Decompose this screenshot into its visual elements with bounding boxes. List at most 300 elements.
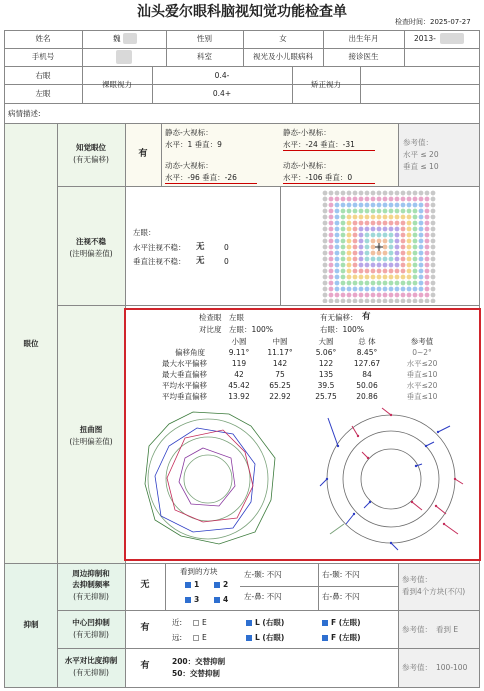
grid-dot bbox=[419, 245, 424, 250]
grid-dot bbox=[413, 269, 418, 274]
grid-dot bbox=[335, 239, 340, 244]
cell: 5.06° bbox=[315, 348, 337, 357]
grid-dot bbox=[425, 233, 430, 238]
grid-dot bbox=[407, 275, 412, 280]
perception-title: 知觉眼位 bbox=[76, 143, 106, 152]
fixation-v-value: 0 bbox=[224, 257, 229, 266]
contrast-supp-line1: 200：交替抑制 bbox=[172, 657, 226, 666]
dynamic-large-label: 动态-大视标： bbox=[165, 161, 213, 170]
cell: 127.67 bbox=[353, 359, 381, 368]
grid-dot bbox=[323, 215, 328, 220]
grid-dot bbox=[413, 227, 418, 232]
grid-dot bbox=[359, 293, 364, 298]
static-large-label: 静态-大视标： bbox=[165, 128, 213, 137]
grid-dot bbox=[347, 215, 352, 220]
grid-dot bbox=[419, 209, 424, 214]
grid-dot bbox=[329, 209, 334, 214]
grid-dot bbox=[431, 281, 436, 286]
row-label: 偏移角度 bbox=[175, 348, 205, 357]
grid-dot bbox=[383, 299, 388, 303]
grid-dot bbox=[389, 191, 394, 196]
grid-dot bbox=[431, 245, 436, 250]
grid-dot bbox=[413, 221, 418, 226]
central-result: 有 bbox=[140, 623, 150, 633]
dynamic-small-label: 动态-小视标： bbox=[283, 161, 331, 170]
grid-dot bbox=[383, 215, 388, 220]
cell: 22.92 bbox=[269, 392, 291, 401]
fixation-subtitle: (注明偏差值) bbox=[69, 249, 113, 258]
static-small-value: 水平：-24 垂直：-31 bbox=[283, 140, 355, 149]
grid-dot bbox=[395, 287, 400, 292]
grid-dot bbox=[431, 203, 436, 208]
grid-dot bbox=[425, 227, 430, 232]
cell: 11.17° bbox=[267, 348, 293, 357]
grid-dot bbox=[371, 275, 376, 280]
grid-dot bbox=[359, 221, 364, 226]
grid-dot bbox=[431, 233, 436, 238]
grid-dot bbox=[335, 215, 340, 220]
far-e: E bbox=[193, 633, 207, 642]
grid-dot bbox=[407, 245, 412, 250]
grid-dot bbox=[413, 209, 418, 214]
grid-dot bbox=[341, 287, 346, 292]
grid-dot bbox=[401, 299, 406, 303]
grid-dot bbox=[407, 239, 412, 244]
grid-dot bbox=[353, 251, 358, 256]
contrast-supp-result: 有 bbox=[140, 661, 150, 671]
grid-dot bbox=[359, 275, 364, 280]
dynamic-small-underline bbox=[283, 183, 375, 184]
eye-position-label: 眼位 bbox=[23, 339, 39, 348]
grid-dot bbox=[401, 239, 406, 244]
grid-dot bbox=[401, 227, 406, 232]
grid-dot bbox=[323, 299, 328, 303]
grid-dot bbox=[353, 245, 358, 250]
grid-dot bbox=[431, 191, 436, 196]
grid-dot bbox=[425, 269, 430, 274]
grid-dot bbox=[347, 221, 352, 226]
grid-dot bbox=[389, 221, 394, 226]
grid-dot bbox=[335, 245, 340, 250]
grid-dot bbox=[329, 233, 334, 238]
grid-dot bbox=[329, 287, 334, 292]
contrast-supp-title: 水平对比度抑制 bbox=[64, 656, 118, 665]
grid-dot bbox=[377, 263, 382, 268]
grid-dot bbox=[407, 191, 412, 196]
grid-dot bbox=[341, 215, 346, 220]
grid-dot bbox=[395, 209, 400, 214]
grid-dot bbox=[407, 233, 412, 238]
grid-dot bbox=[383, 251, 388, 256]
grid-dot bbox=[389, 275, 394, 280]
cell: 39.5 bbox=[317, 381, 335, 390]
grid-dot bbox=[413, 203, 418, 208]
grid-dot bbox=[323, 197, 328, 202]
grid-dot bbox=[371, 209, 376, 214]
grid-dot bbox=[377, 299, 382, 303]
grid-dot bbox=[419, 239, 424, 244]
grid-dot bbox=[371, 263, 376, 268]
grid-dot bbox=[335, 287, 340, 292]
grid-dot bbox=[377, 251, 382, 256]
grid-dot bbox=[359, 281, 364, 286]
grid-dot bbox=[425, 287, 430, 292]
grid-dot bbox=[341, 197, 346, 202]
peripheral-subtitle: (有无抑制) bbox=[73, 592, 109, 601]
grid-dot bbox=[323, 239, 328, 244]
grid-dot bbox=[371, 299, 376, 303]
block-2: 2 bbox=[214, 580, 228, 589]
grid-dot bbox=[365, 287, 370, 292]
col-large-circle: 大圆 bbox=[318, 337, 334, 346]
grid-dot bbox=[425, 275, 430, 280]
grid-dot bbox=[431, 263, 436, 268]
dept-label: 科室 bbox=[197, 52, 212, 61]
grid-dot bbox=[377, 227, 382, 232]
fixation-h-label: 水平注视不稳： bbox=[133, 243, 186, 252]
grid-dot bbox=[425, 197, 430, 202]
distortion-right-contrast: 右眼：100% bbox=[320, 325, 364, 334]
grid-dot bbox=[389, 263, 394, 268]
grid-dot bbox=[347, 281, 352, 286]
grid-dot bbox=[371, 257, 376, 262]
grid-dot bbox=[389, 209, 394, 214]
grid-dot bbox=[431, 299, 436, 303]
grid-dot bbox=[395, 257, 400, 262]
grid-dot bbox=[383, 221, 388, 226]
grid-dot bbox=[359, 263, 364, 268]
grid-dot bbox=[371, 239, 376, 244]
grid-dot bbox=[419, 233, 424, 238]
grid-dot bbox=[347, 269, 352, 274]
grid-dot bbox=[389, 227, 394, 232]
cell: 20.86 bbox=[356, 392, 378, 401]
grid-dot bbox=[383, 269, 388, 274]
grid-dot bbox=[365, 251, 370, 256]
grid-dot bbox=[401, 209, 406, 214]
phone-label: 手机号 bbox=[31, 52, 55, 61]
grid-dot bbox=[377, 293, 382, 298]
grid-dot bbox=[329, 263, 334, 268]
grid-dot bbox=[401, 263, 406, 268]
col-small-circle: 小圆 bbox=[231, 337, 247, 346]
grid-dot bbox=[431, 215, 436, 220]
grid-dot bbox=[389, 299, 394, 303]
grid-dot bbox=[383, 191, 388, 196]
grid-dot bbox=[335, 275, 340, 280]
grid-dot bbox=[371, 203, 376, 208]
grid-dot bbox=[359, 239, 364, 244]
grid-dot bbox=[335, 269, 340, 274]
grid-dot bbox=[401, 197, 406, 202]
grid-dot bbox=[341, 221, 346, 226]
grid-dot bbox=[347, 245, 352, 250]
grid-dot bbox=[323, 275, 328, 280]
grid-dot bbox=[389, 233, 394, 238]
grid-dot bbox=[353, 299, 358, 303]
dob-value: 2013- bbox=[414, 34, 436, 43]
grid-dot bbox=[371, 269, 376, 274]
grid-dot bbox=[341, 257, 346, 262]
grid-dot bbox=[365, 293, 370, 298]
grid-dot bbox=[329, 251, 334, 256]
left-temporal: 左-颞: 不闪 bbox=[244, 570, 282, 579]
grid-dot bbox=[395, 227, 400, 232]
cell: 119 bbox=[231, 359, 247, 368]
grid-dot bbox=[389, 245, 394, 250]
static-small-underline bbox=[283, 150, 375, 151]
static-large-value: 水平：1 垂直：9 bbox=[165, 140, 222, 149]
grid-dot bbox=[329, 257, 334, 262]
row-label: 最大水平偏移 bbox=[162, 359, 207, 368]
grid-dot bbox=[425, 209, 430, 214]
grid-dot bbox=[359, 209, 364, 214]
grid-dot bbox=[347, 233, 352, 238]
grid-dot bbox=[353, 257, 358, 262]
grid-dot bbox=[371, 251, 376, 256]
grid-dot bbox=[365, 197, 370, 202]
grid-dot bbox=[341, 275, 346, 280]
naked-va-label: 裸眼视力 bbox=[102, 80, 132, 89]
far-l: L (右眼) bbox=[246, 633, 284, 642]
distortion-offset-value: 有 bbox=[362, 312, 371, 322]
grid-dot bbox=[371, 215, 376, 220]
grid-dot bbox=[347, 251, 352, 256]
grid-dot bbox=[365, 281, 370, 286]
grid-dot bbox=[389, 287, 394, 292]
grid-dot bbox=[389, 293, 394, 298]
grid-dot bbox=[431, 197, 436, 202]
central-near-label: 近: bbox=[172, 618, 183, 627]
grid-dot bbox=[395, 269, 400, 274]
col-reference: 参考值 bbox=[410, 337, 434, 346]
cell: 13.92 bbox=[228, 392, 250, 401]
grid-dot bbox=[347, 239, 352, 244]
grid-dot bbox=[347, 275, 352, 280]
central-ref-value: 看到 E bbox=[436, 625, 459, 634]
grid-dot bbox=[335, 197, 340, 202]
grid-dot bbox=[401, 251, 406, 256]
grid-dot bbox=[407, 257, 412, 262]
grid-dot bbox=[407, 287, 412, 292]
grid-dot bbox=[377, 209, 382, 214]
grid-dot bbox=[365, 245, 370, 250]
grid-dot bbox=[353, 203, 358, 208]
grid-dot bbox=[365, 221, 370, 226]
grid-dot bbox=[353, 293, 358, 298]
right-nasal: 右-鼻: 不闪 bbox=[322, 592, 360, 601]
block-3: 3 bbox=[185, 595, 199, 604]
distortion-polygon-chart bbox=[133, 404, 283, 554]
grid-dot bbox=[419, 251, 424, 256]
grid-dot bbox=[401, 269, 406, 274]
grid-dot bbox=[389, 251, 394, 256]
grid-dot bbox=[323, 203, 328, 208]
grid-dot bbox=[413, 287, 418, 292]
distortion-contrast-label: 对比度 bbox=[199, 325, 222, 334]
dynamic-large-underline bbox=[165, 183, 257, 184]
name-label: 姓名 bbox=[35, 34, 51, 43]
grid-dot bbox=[413, 299, 418, 303]
grid-dot bbox=[359, 191, 364, 196]
grid-dot bbox=[389, 257, 394, 262]
grid-dot bbox=[347, 197, 352, 202]
fixation-h-result: 无 bbox=[196, 242, 205, 252]
peripheral-seen-label: 看到的方块 bbox=[180, 567, 218, 576]
page-title: 汕头爱尔眼科脑视知觉功能检查单 bbox=[137, 4, 347, 20]
perception-ref-v: 垂直 ≤ 10 bbox=[403, 162, 439, 171]
right-naked-va: 0.4- bbox=[214, 71, 230, 80]
grid-dot bbox=[395, 203, 400, 208]
grid-dot bbox=[365, 299, 370, 303]
grid-dot bbox=[359, 269, 364, 274]
cell: 42 bbox=[234, 370, 244, 379]
row-label: 平均水平偏移 bbox=[162, 381, 207, 390]
grid-dot bbox=[377, 215, 382, 220]
cell: 135 bbox=[318, 370, 334, 379]
grid-dot bbox=[329, 275, 334, 280]
grid-dot bbox=[353, 191, 358, 196]
grid-dot bbox=[425, 251, 430, 256]
grid-dot bbox=[323, 245, 328, 250]
grid-dot bbox=[389, 239, 394, 244]
grid-dot bbox=[341, 239, 346, 244]
exam-date-value: 2025-07-27 bbox=[430, 18, 471, 26]
grid-dot bbox=[419, 191, 424, 196]
distortion-title: 扭曲图 bbox=[79, 425, 103, 434]
right-temporal: 右-颞: 不闪 bbox=[322, 570, 360, 579]
grid-dot bbox=[401, 221, 406, 226]
grid-dot bbox=[395, 299, 400, 303]
distortion-eye-value: 左眼 bbox=[229, 313, 244, 322]
grid-dot bbox=[347, 257, 352, 262]
grid-dot bbox=[335, 263, 340, 268]
contrast-supp-subtitle: (有无抑制) bbox=[73, 668, 109, 677]
grid-dot bbox=[341, 299, 346, 303]
grid-dot bbox=[413, 239, 418, 244]
grid-dot bbox=[359, 287, 364, 292]
grid-dot bbox=[341, 209, 346, 214]
grid-dot bbox=[425, 263, 430, 268]
grid-dot bbox=[419, 269, 424, 274]
col-overall: 总 体 bbox=[358, 337, 376, 346]
grid-dot bbox=[353, 287, 358, 292]
grid-dot bbox=[341, 227, 346, 232]
grid-dot bbox=[425, 293, 430, 298]
grid-dot bbox=[365, 275, 370, 280]
grid-dot bbox=[431, 221, 436, 226]
grid-dot bbox=[395, 293, 400, 298]
grid-dot bbox=[353, 275, 358, 280]
grid-dot bbox=[323, 221, 328, 226]
grid-dot bbox=[401, 293, 406, 298]
grid-dot bbox=[329, 299, 334, 303]
grid-dot bbox=[431, 251, 436, 256]
grid-dot bbox=[401, 191, 406, 196]
grid-dot bbox=[377, 221, 382, 226]
grid-dot bbox=[329, 191, 334, 196]
grid-dot bbox=[323, 209, 328, 214]
grid-dot bbox=[395, 215, 400, 220]
grid-dot bbox=[359, 227, 364, 232]
cell-ref: 水平≤20 bbox=[406, 359, 438, 368]
near-l: L (右眼) bbox=[246, 618, 284, 627]
name-value: 魏 bbox=[113, 34, 121, 43]
grid-dot bbox=[413, 233, 418, 238]
grid-dot bbox=[359, 245, 364, 250]
grid-dot bbox=[431, 257, 436, 262]
grid-dot bbox=[359, 197, 364, 202]
grid-dot bbox=[365, 209, 370, 214]
grid-dot bbox=[335, 209, 340, 214]
grid-dot bbox=[335, 257, 340, 262]
cell-ref: 垂直≤10 bbox=[406, 370, 438, 379]
grid-dot bbox=[407, 251, 412, 256]
grid-dot bbox=[329, 293, 334, 298]
perception-ref-h: 水平 ≤ 20 bbox=[403, 150, 439, 159]
grid-dot bbox=[371, 227, 376, 232]
cell-ref: 水平≤20 bbox=[406, 381, 438, 390]
cell: 25.75 bbox=[315, 392, 337, 401]
grid-dot bbox=[323, 287, 328, 292]
grid-dot bbox=[347, 287, 352, 292]
central-ref-title: 参考值： bbox=[402, 625, 432, 634]
grid-dot bbox=[323, 257, 328, 262]
corrected-va-label: 矫正视力 bbox=[311, 80, 341, 89]
grid-dot bbox=[401, 287, 406, 292]
grid-dot bbox=[323, 269, 328, 274]
grid-dot bbox=[407, 299, 412, 303]
grid-dot bbox=[341, 263, 346, 268]
grid-dot bbox=[431, 275, 436, 280]
grid-dot bbox=[329, 203, 334, 208]
grid-dot bbox=[359, 299, 364, 303]
dynamic-small-value: 水平：-106 垂直：0 bbox=[283, 173, 353, 182]
fixation-left-label: 左眼： bbox=[133, 228, 156, 237]
grid-dot bbox=[353, 269, 358, 274]
grid-dot bbox=[407, 203, 412, 208]
grid-dot bbox=[335, 221, 340, 226]
left-naked-va: 0.4+ bbox=[212, 89, 232, 98]
cell: 8.45° bbox=[356, 348, 378, 357]
grid-dot bbox=[335, 293, 340, 298]
grid-dot bbox=[413, 257, 418, 262]
grid-dot bbox=[425, 257, 430, 262]
grid-dot bbox=[419, 227, 424, 232]
grid-dot bbox=[347, 263, 352, 268]
cell-ref: 垂直≤10 bbox=[406, 392, 438, 401]
grid-dot bbox=[425, 281, 430, 286]
grid-dot bbox=[395, 197, 400, 202]
grid-dot bbox=[341, 233, 346, 238]
contrast-supp-ref-title: 参考值： bbox=[402, 663, 432, 672]
grid-dot bbox=[413, 197, 418, 202]
grid-dot bbox=[377, 287, 382, 292]
grid-dot bbox=[353, 263, 358, 268]
grid-dot bbox=[365, 233, 370, 238]
grid-dot bbox=[413, 191, 418, 196]
grid-dot bbox=[383, 203, 388, 208]
grid-dot bbox=[347, 227, 352, 232]
grid-dot bbox=[383, 239, 388, 244]
grid-dot bbox=[335, 203, 340, 208]
cell: 75 bbox=[275, 370, 285, 379]
grid-dot bbox=[383, 293, 388, 298]
grid-dot bbox=[323, 263, 328, 268]
grid-dot bbox=[323, 281, 328, 286]
grid-dot bbox=[431, 227, 436, 232]
grid-dot bbox=[365, 263, 370, 268]
